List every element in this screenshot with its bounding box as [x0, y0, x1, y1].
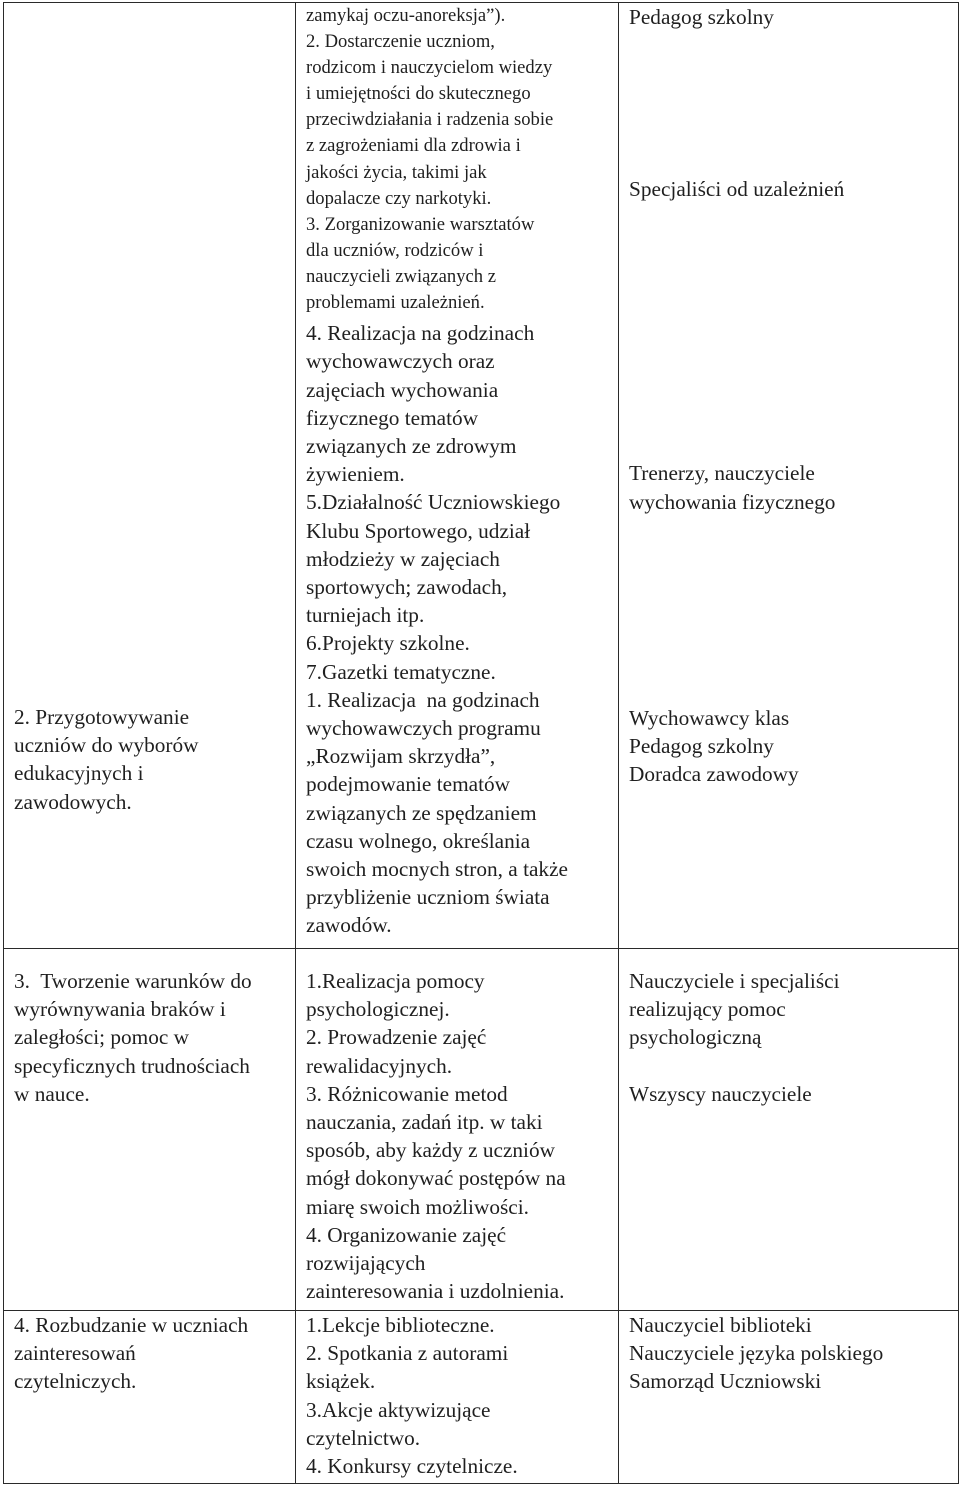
text-line: 3. Różnicowanie metod: [306, 1081, 508, 1106]
text-line: przeciwdziałania i radzenia sobie: [306, 109, 554, 131]
text-line: zainteresowań: [14, 1341, 136, 1366]
text-line: nauczania, zadań itp. w taki: [306, 1110, 543, 1135]
responsible-cell: [619, 949, 959, 1311]
text-line: 3. Zorganizowanie warsztatów: [306, 213, 535, 235]
text-line: nauczycieli związanych z: [306, 265, 496, 287]
text-line: Wszyscy nauczyciele: [629, 1081, 812, 1106]
text-line: zainteresowania i uzdolnienia.: [306, 1279, 565, 1304]
responsible-text: [629, 3, 952, 788]
text-line: Trenerzy, nauczyciele: [629, 461, 815, 486]
text-line: dla uczniów, rodziców i: [306, 239, 484, 261]
text-line: turniejach itp.: [306, 603, 425, 628]
text-line: sposób, aby każdy z uczniów: [306, 1138, 555, 1163]
text-line: związanych ze zdrowym: [306, 433, 517, 458]
text-line: czytelnictwo.: [306, 1425, 421, 1450]
text-line: wychowawczych programu: [306, 715, 541, 740]
text-line: Nauczyciele języka polskiego: [629, 1341, 884, 1366]
text-line: Specjaliści od uzależnień: [629, 177, 845, 202]
text-line: wyrównywania braków i: [14, 997, 226, 1022]
text-line: w nauce.: [14, 1081, 90, 1106]
goal-text: [14, 703, 289, 816]
text-line: wychowawczych oraz: [306, 349, 495, 374]
text-line: dopalacze czy narkotyki.: [306, 187, 492, 209]
text-line: 1.Realizacja pomocy: [306, 969, 485, 993]
text-line: „Rozwijam skrzydła”,: [306, 744, 496, 769]
text-line: edukacyjnych i: [14, 761, 144, 786]
text-line: jakości życia, takimi jak: [306, 161, 487, 183]
text-line: realizujący pomoc: [629, 997, 786, 1022]
text-line: uczniów do wyborów: [14, 733, 199, 758]
text-line: 1. Realizacja na godzinach: [306, 687, 540, 712]
plan-table: [3, 2, 959, 1484]
text-line: miarę swoich możliwości.: [306, 1194, 529, 1219]
text-line: 4. Organizowanie zajęć: [306, 1222, 507, 1247]
tasks-text: [306, 319, 612, 939]
responsible-text: [629, 1311, 952, 1396]
text-line: swoich mocnych stron, a także: [306, 856, 568, 881]
text-line: żywieniem.: [306, 462, 405, 487]
goal-text: [14, 967, 289, 1108]
text-line: przybliżenie uczniom świata: [306, 885, 550, 910]
text-line: 4. Rozbudzanie w uczniach: [14, 1313, 249, 1337]
text-line: mógł dokonywać postępów na: [306, 1166, 566, 1191]
text-line: rodzicom i nauczycielom wiedzy: [306, 57, 553, 79]
responsible-cell: [619, 3, 959, 949]
text-line: 2. Spotkania z autorami: [306, 1341, 509, 1366]
tasks-cell: [296, 949, 619, 1311]
text-line: problemami uzależnień.: [306, 292, 485, 314]
text-line: książek.: [306, 1369, 376, 1394]
text-line: specyficznych trudnościach: [14, 1053, 250, 1078]
text-line: 2. Dostarczenie uczniom,: [306, 31, 495, 53]
table-row: [4, 949, 959, 1311]
text-line: psychologicznej.: [306, 997, 450, 1022]
table-row: [4, 1311, 959, 1484]
tasks-cell: [296, 3, 619, 949]
table-row: [4, 3, 959, 949]
text-line: 3.Akcje aktywizujące: [306, 1397, 491, 1422]
text-line: rewalidacyjnych.: [306, 1053, 453, 1078]
responsible-text: [629, 967, 952, 1108]
text-line: Samorząd Uczniowski: [629, 1369, 822, 1394]
text-line: 4. Konkursy czytelnicze.: [306, 1454, 518, 1479]
text-line: 6.Projekty szkolne.: [306, 631, 470, 656]
text-line: związanych ze spędzaniem: [306, 800, 537, 825]
text-line: 2. Przygotowywanie: [14, 705, 190, 729]
text-line: czytelniczych.: [14, 1369, 137, 1394]
text-line: sportowych; zawodach,: [306, 574, 508, 599]
text-line: Klubu Sportowego, udział: [306, 518, 531, 543]
text-line: i umiejętności do skutecznego: [306, 83, 531, 105]
goal-cell: [4, 1311, 296, 1484]
text-line: 5.Działalność Uczniowskiego: [306, 490, 561, 515]
text-line: Pedagog szkolny: [629, 5, 774, 29]
text-line: wychowania fizycznego: [629, 489, 836, 514]
text-line: 4. Realizacja na godzinach: [306, 321, 535, 346]
goal-cell: [4, 949, 296, 1311]
text-line: podejmowanie tematów: [306, 772, 511, 797]
goal-text: [14, 1311, 289, 1396]
text-line: 3. Tworzenie warunków do: [14, 969, 252, 993]
tasks-text: [306, 967, 612, 1305]
text-line: 7.Gazetki tematyczne.: [306, 659, 496, 684]
text-line: Wychowawcy klas: [629, 705, 790, 730]
text-line: zamykaj oczu-anoreksja”).: [306, 5, 506, 26]
text-line: Nauczyciel biblioteki: [629, 1313, 812, 1337]
text-line: czasu wolnego, określania: [306, 828, 531, 853]
text-line: 2. Prowadzenie zajęć: [306, 1025, 487, 1050]
text-line: młodzieży w zajęciach: [306, 546, 500, 571]
text-line: zawodów.: [306, 913, 392, 938]
responsible-cell: [619, 1311, 959, 1484]
tasks-text-prev: [306, 3, 612, 316]
text-line: zajęciach wychowania: [306, 377, 499, 402]
text-line: Pedagog szkolny: [629, 734, 774, 759]
text-line: 1.Lekcje biblioteczne.: [306, 1313, 495, 1337]
text-line: Nauczyciele i specjaliści: [629, 969, 840, 993]
text-line: z zagrożeniami dla zdrowia i: [306, 135, 521, 157]
text-line: rozwijających: [306, 1251, 426, 1276]
text-line: psychologiczną: [629, 1025, 762, 1050]
text-line: fizycznego tematów: [306, 405, 479, 430]
text-line: zawodowych.: [14, 789, 132, 814]
tasks-text: [306, 1311, 612, 1480]
text-line: Doradca zawodowy: [629, 762, 799, 787]
text-line: zaległości; pomoc w: [14, 1025, 190, 1050]
goal-cell: [4, 3, 296, 949]
tasks-cell: [296, 1311, 619, 1484]
